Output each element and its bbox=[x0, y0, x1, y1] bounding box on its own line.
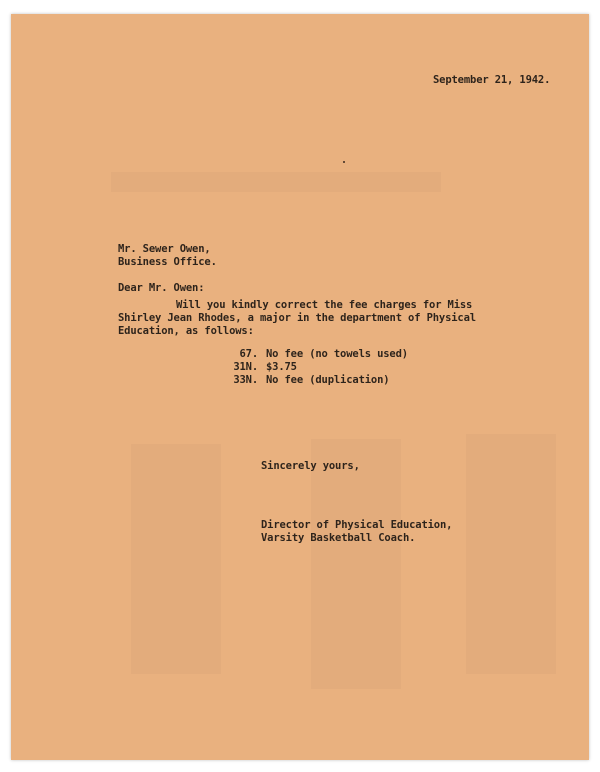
fee-description-3: No fee (duplication) bbox=[266, 374, 390, 386]
addressee-office: Business Office. bbox=[118, 256, 217, 268]
fee-description-1: No fee (no towels used) bbox=[266, 348, 408, 360]
body-line-2: Shirley Jean Rhodes, a major in the department of Physical bbox=[118, 312, 476, 324]
paper-speck bbox=[343, 161, 345, 163]
bleed-through-left bbox=[131, 444, 221, 674]
signature-line-2: Varsity Basketball Coach. bbox=[261, 532, 416, 544]
fee-code-3: 33N. bbox=[233, 374, 258, 386]
body-line-3: Education, as follows: bbox=[118, 325, 254, 337]
closing: Sincerely yours, bbox=[261, 460, 360, 472]
bleed-through-top bbox=[111, 172, 441, 192]
bleed-through-right bbox=[466, 434, 556, 674]
fee-description-2: $3.75 bbox=[266, 361, 297, 373]
body-line-1: Will you kindly correct the fee charges for Miss bbox=[176, 299, 473, 311]
bleed-through-center bbox=[311, 439, 401, 689]
salutation: Dear Mr. Owen: bbox=[118, 282, 205, 294]
letter-date: September 21, 1942. bbox=[433, 74, 551, 86]
fee-code-2: 31N. bbox=[233, 361, 258, 373]
fee-code-1: 67. bbox=[239, 348, 258, 360]
addressee-name: Mr. Sewer Owen, bbox=[118, 243, 211, 255]
signature-line-1: Director of Physical Education, bbox=[261, 519, 453, 531]
letter-page bbox=[11, 14, 589, 760]
